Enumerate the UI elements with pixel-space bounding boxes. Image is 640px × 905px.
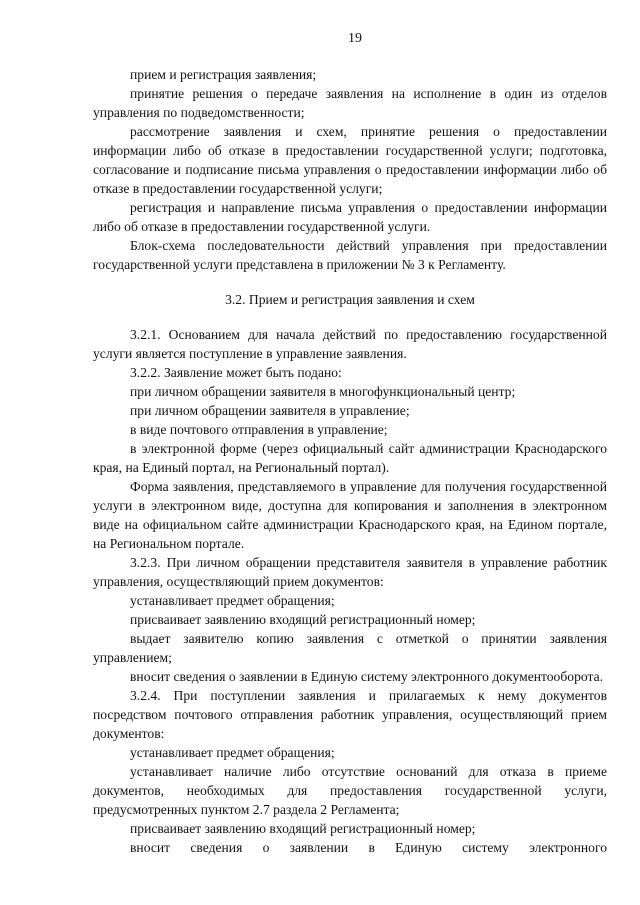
paragraph: регистрация и направление письма управления о предоставлении информации либо об отказе в предоставлении государственной услуги.: [93, 200, 607, 234]
document-page: [93, 30, 607, 857]
paragraph: принятие решения о передаче заявления на исполнение в один из отделов управления по подведомственности;: [93, 86, 607, 120]
paragraph: при личном обращении заявителя в управление;: [130, 403, 410, 418]
paragraph: в виде почтового отправления в управление;: [130, 422, 388, 437]
paragraph: устанавливает предмет обращения;: [130, 745, 335, 760]
paragraph: вносит сведения о заявлении в Единую систему электронного: [130, 840, 607, 855]
paragraph: устанавливает предмет обращения;: [130, 593, 335, 608]
paragraphs-before: [93, 65, 607, 274]
page-number: 19: [348, 31, 362, 46]
paragraph: 3.2.3. При личном обращении представителя заявителя в управление работник управления, осуществляющий прием документов:: [93, 555, 607, 589]
paragraph: устанавливает наличие либо отсутствие оснований для отказа в приеме документов, необходимых для предоставления государственной услуги, предусмотренных пунктом 2.7 раздела 2 Регламента;: [93, 764, 607, 817]
paragraph: выдает заявителю копию заявления с отметкой о принятии заявления управлением;: [93, 631, 607, 665]
paragraph: Блок-схема последовательности действий управления при предоставлении государственной услуги представлена в приложении № 3 к Регламенту.: [93, 238, 607, 272]
paragraph: Форма заявления, представляемого в управление для получения государственной услуги в электронном виде, доступна для копирования и заполнения в электронном виде на официальном сайте администрации Краснодарского края, на Едином портале, на Региональном портале.: [93, 479, 607, 551]
paragraph: рассмотрение заявления и схем, принятие решения о предоставлении информации либо об отказе в предоставлении государственной услуги; подготовка, согласование и подписание письма управления о предоставлении информации либо об отказе в предоставлении государственной услуги;: [93, 124, 607, 196]
paragraph: при личном обращении заявителя в многофункциональный центр;: [130, 384, 516, 399]
paragraph: 3.2.2. Заявление может быть подано:: [130, 365, 342, 380]
paragraph: прием и регистрация заявления;: [130, 67, 317, 82]
paragraph: 3.2.1. Основанием для начала действий по предоставлению государственной услуги является поступление в управление заявления.: [93, 327, 607, 361]
paragraph: в электронной форме (через официальный сайт администрации Краснодарского края, на Единый портал, на Региональный портал).: [93, 441, 607, 475]
section-heading: 3.2. Прием и регистрация заявления и схем: [225, 292, 475, 307]
paragraph: вносит сведения о заявлении в Единую систему электронного документооборота.: [130, 669, 604, 684]
paragraph: 3.2.4. При поступлении заявления и прилагаемых к нему документов посредством почтового отправления работник управления, осуществляющий прием документов:: [93, 688, 607, 741]
paragraphs-after: [93, 325, 607, 857]
paragraph: присваивает заявлению входящий регистрационный номер;: [130, 612, 476, 627]
paragraph: присваивает заявлению входящий регистрационный номер;: [130, 821, 476, 836]
